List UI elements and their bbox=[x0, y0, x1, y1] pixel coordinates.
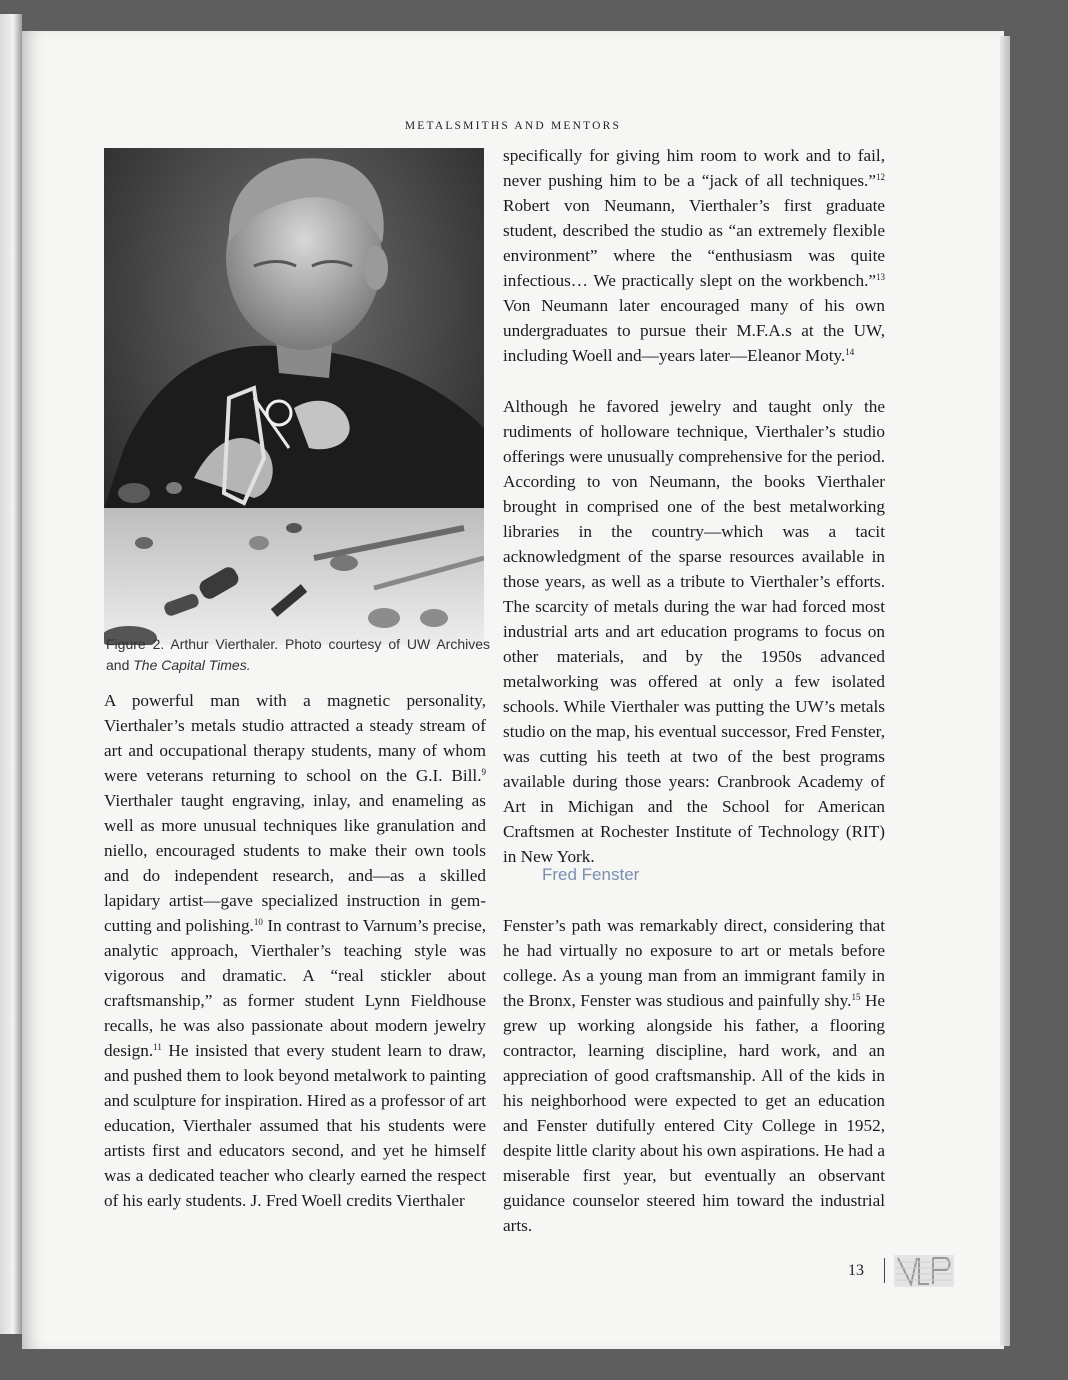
footnote-ref[interactable]: 13 bbox=[876, 272, 885, 282]
paragraph bbox=[503, 143, 885, 368]
figure-photo-arthur-vierthaler bbox=[104, 148, 484, 645]
caption-text: Figure 2. Arthur Vierthaler. Photo courtesy of UW Archives and bbox=[106, 636, 490, 673]
text-run: Von Neumann later encouraged many of his own undergraduates to pursue their M.F.A.s at the UW, including Woell and—years later—Eleanor Moty. bbox=[503, 296, 885, 365]
right-column-paragraph-2 bbox=[503, 394, 885, 869]
paragraph bbox=[503, 913, 885, 1238]
text-run: A powerful man with a magnetic personality, Vierthaler’s metals studio attracted a steady stream of art and occupational therapy students, many of whom were veterans returning to school on the G.I. Bill. bbox=[104, 691, 486, 785]
left-column-body bbox=[104, 688, 486, 1213]
page-edge bbox=[1000, 36, 1010, 1346]
paragraph bbox=[104, 688, 486, 1213]
publisher-logo-icon bbox=[893, 1254, 955, 1288]
footnote-ref[interactable]: 15 bbox=[851, 992, 861, 1002]
text-run: He grew up working alongside his father, a flooring contractor, learning discipline, hard work, and an appreciation of good craftsmanship. All of the kids in his neighborhood were expected to get an education and Fenster dutifully entered City College in 1952, despite little clarity about his own aspirations. He had a miserable first year, but eventually an observant guidance counselor steered him toward the industrial arts. bbox=[503, 991, 885, 1235]
caption-italic: The Capital Times. bbox=[133, 657, 251, 673]
text-run: He insisted that every student learn to draw, and pushed them to look beyond metalwork to painting and sculpture for inspiration. Hired as a professor of art education, Vierthaler assumed that his students were artists first and educators second, and yet he himself was a dedicated teacher who clearly earned the respect of his early students. J. Fred Woell credits Vierthaler bbox=[104, 1041, 486, 1210]
text-run: Fenster’s path was remarkably direct, considering that he had virtually no exposure to art or metals before college. As a young man from an immigrant family in the Bronx, Fenster was studious and painfully shy. bbox=[503, 916, 885, 1010]
text-run: specifically for giving him room to work and to fail, never pushing him to be a “jack of all techniques.” bbox=[503, 146, 885, 190]
right-column-paragraph-1 bbox=[503, 143, 885, 368]
footnote-ref[interactable]: 12 bbox=[876, 172, 885, 182]
facing-page-edge bbox=[0, 14, 22, 1334]
text-run: Vierthaler taught engraving, inlay, and enameling as well as more unusual techniques like granulation and niello, encouraged students to make their own tools and do independent research, and—as a skilled lapidary artist—gave specialized instruction in gem-cutting and polishing. bbox=[104, 791, 486, 935]
figure-caption bbox=[106, 634, 490, 676]
folio-divider bbox=[884, 1258, 885, 1283]
footnote-ref[interactable]: 10 bbox=[253, 917, 263, 927]
footnote-ref[interactable]: 11 bbox=[153, 1042, 162, 1052]
book-page bbox=[22, 31, 1004, 1349]
text-run: In contrast to Varnum’s precise, analytic approach, Vierthaler’s teaching style was vigorous and dramatic. A “real stickler about craftsmanship,” as former student Lynn Fieldhouse recalls, he was also passionate about modern jewelry design. bbox=[104, 916, 486, 1060]
running-head: METALSMITHS AND MENTORS bbox=[404, 120, 622, 132]
right-column-paragraph-3 bbox=[503, 913, 885, 1238]
footnote-ref[interactable]: 9 bbox=[481, 767, 486, 777]
text-run: Robert von Neumann, Vierthaler’s first graduate student, described the studio as “an extremely flexible environment” where the “enthusiasm was quite infectious… We practically slept on the workbench.” bbox=[503, 196, 885, 290]
section-subhead: Fred Fenster bbox=[542, 865, 640, 884]
footnote-ref[interactable]: 14 bbox=[845, 347, 855, 357]
page-number: 13 bbox=[848, 1262, 864, 1279]
paragraph: Although he favored jewelry and taught only the rudiments of holloware technique, Vierthaler’s studio offerings were unusually comprehensive for the period. According to von Neumann, the books Vierthaler brought in comprised one of the best metalworking libraries in the country—which was a tacit acknowledgment of the sparse resources available in those years, as well as a tribute to Vierthaler’s efforts. The scarcity of metals during the war had forced most industrial arts and art education programs to focus on other materials, and by the 1950s advanced metalworking was offered at only a few isolated schools. While Vierthaler was putting the UW’s metals studio on the map, his eventual successor, Fred Fenster, was cutting his teeth at two of the best programs available during those years: Cranbrook Academy of Art in Michigan and the School for American Craftsmen at Rochester Institute of Technology (RIT) in New York. bbox=[503, 397, 885, 866]
